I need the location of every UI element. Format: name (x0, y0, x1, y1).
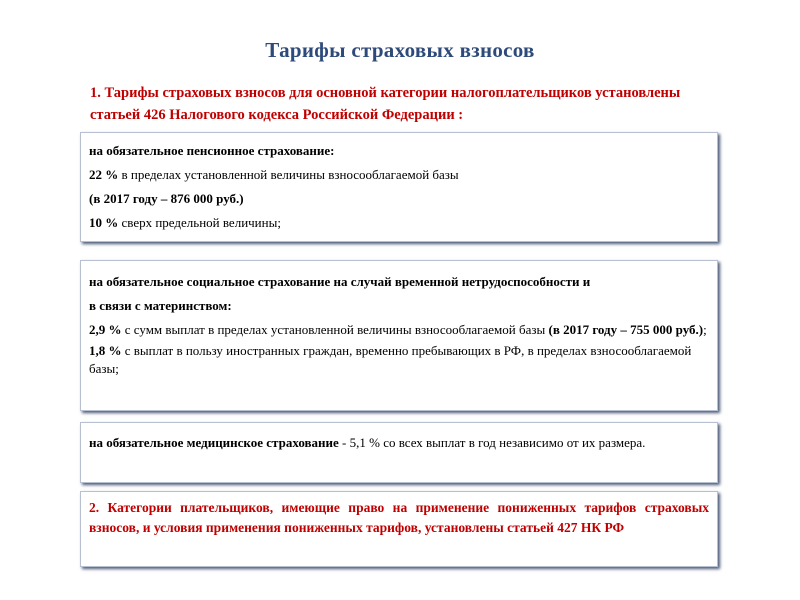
pension-limit: (в 2017 году – 876 000 руб.) (89, 191, 244, 206)
social-rate-2-text: с выплат в пользу иностранных граждан, временно пребывающих в РФ, в пределах взносооблагаемой базы; (89, 343, 692, 376)
social-limit: (в 2017 году – 755 000 руб.) (548, 322, 704, 337)
pension-rate-1-value: 22 % (89, 167, 119, 182)
medical-paragraph (89, 433, 709, 452)
medical-text: - 5,1 % со всех выплат в год независимо от их размера. (338, 435, 646, 450)
social-insurance-box (80, 260, 718, 411)
pension-rate-1-text: в пределах установленной величины взносооблагаемой базы (118, 167, 459, 182)
social-rate-1-end: ; (703, 322, 707, 337)
intro-paragraph: 1. Тарифы страховых взносов для основной категории налогоплательщиков установлены статьей 426 Налогового кодекса Российской Федерации : (90, 85, 681, 123)
social-heading-line-2: в связи с материнством: (89, 298, 232, 313)
pension-insurance-box (80, 132, 718, 242)
pension-rate-1 (89, 163, 709, 187)
social-heading-line-1: на обязательное социальное страхование на случай временной нетрудоспособности и (89, 274, 591, 289)
social-rate-1 (89, 321, 709, 339)
pension-rate-2-text: сверх предельной величины; (118, 215, 281, 230)
page-title: Тарифы страховых взносов (265, 38, 535, 62)
pension-rate-2 (89, 211, 709, 235)
medical-heading: на обязательное медицинское страхование (89, 435, 339, 450)
social-rate-1-text: с сумм выплат в пределах установленной величины взносооблагаемой базы (121, 322, 549, 337)
medical-insurance-box (80, 422, 718, 483)
pension-rate-2-value: 10 % (89, 215, 119, 230)
reduced-tariffs-box (80, 491, 718, 567)
reduced-tariffs-text: 2. Категории плательщиков, имеющие право на применение пониженных тарифов страховых взносов, и условия применения пониженных тарифов, установлены статьей 427 НК РФ (89, 500, 709, 535)
pension-heading: на обязательное пенсионное страхование: (89, 143, 335, 158)
social-rate-1-value: 2,9 % (89, 322, 122, 337)
social-rate-2-value: 1,8 % (89, 343, 122, 358)
social-rate-2 (89, 342, 709, 378)
